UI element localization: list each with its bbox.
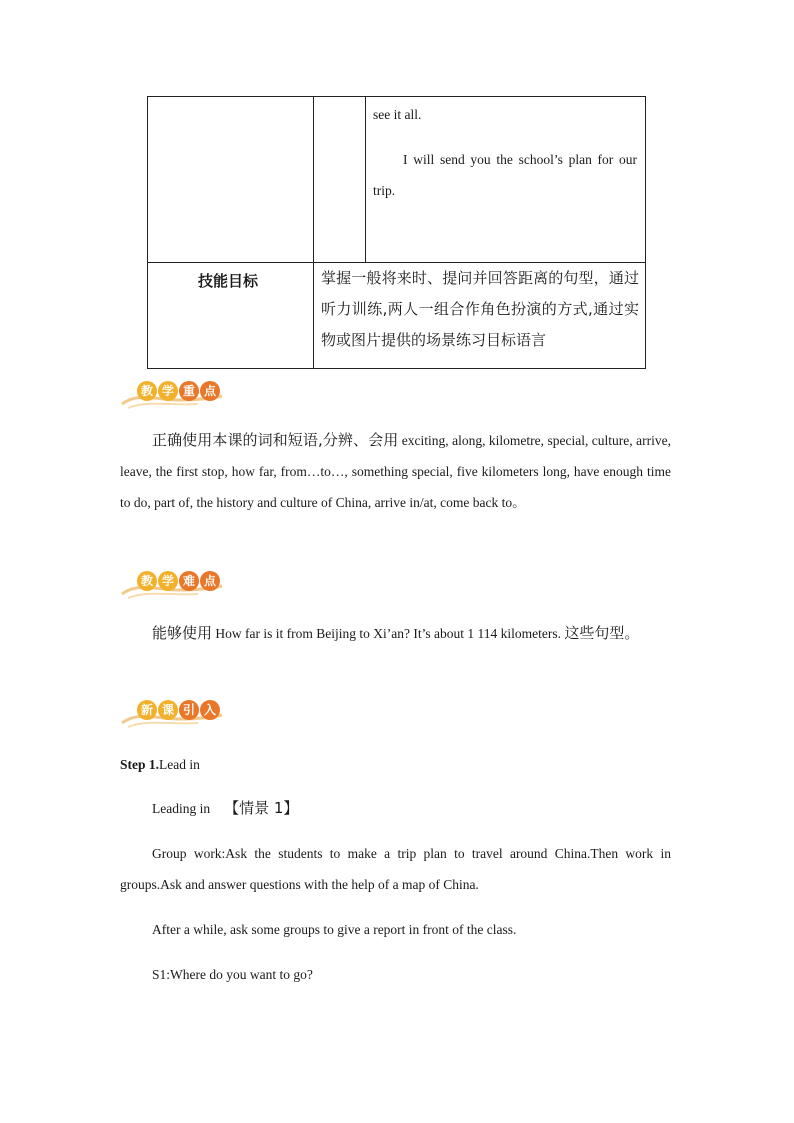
banner-char: 课 bbox=[158, 700, 178, 720]
leading-in-text: Leading in bbox=[152, 801, 211, 816]
step-title: Lead in bbox=[159, 757, 200, 772]
table-divider-1 bbox=[313, 97, 314, 368]
banner-char: 点 bbox=[200, 381, 220, 401]
scene-label: 【情景 1】 bbox=[224, 799, 299, 817]
section-banner-key-points bbox=[118, 378, 228, 412]
banner-char: 难 bbox=[179, 571, 199, 591]
banner-char: 点 bbox=[200, 571, 220, 591]
key-points-cn: 正确使用本课的词和短语,分辨、会用 bbox=[152, 431, 399, 449]
objectives-table bbox=[147, 96, 646, 369]
group-work-paragraph: Group work:Ask the students to make a trip plan to travel around China.Then work in groups.Ask and answer questions with the help of a map of China. bbox=[120, 846, 671, 892]
section-banner-intro bbox=[118, 697, 228, 731]
step-label: Step 1. bbox=[120, 757, 160, 772]
plan-line-2: I will send you the school’s plan for our trip. bbox=[373, 152, 637, 198]
table-divider-2 bbox=[365, 97, 366, 262]
s1-dialogue-line: S1:Where do you want to go? bbox=[152, 967, 313, 982]
leading-in-line bbox=[120, 793, 671, 824]
skill-goal-label: 技能目标 bbox=[198, 272, 259, 290]
banner-char: 学 bbox=[158, 381, 178, 401]
banner-char: 学 bbox=[158, 571, 178, 591]
banner-char: 入 bbox=[200, 700, 220, 720]
section-banner-difficulties bbox=[118, 568, 228, 602]
skill-goal-text: 掌握一般将来时、提问并回答距离的句型，通过听力训练,两人一组合作角色扮演的方式,通过实物或图片提供的场景练习目标语言 bbox=[321, 269, 639, 349]
after-while-paragraph: After a while, ask some groups to give a report in front of the class. bbox=[152, 922, 517, 937]
difficulties-cn-lead: 能够使用 bbox=[152, 624, 213, 642]
difficulties-paragraph bbox=[120, 618, 671, 649]
banner-char: 引 bbox=[179, 700, 199, 720]
difficulties-en: How far is it from Beijing to Xi’an? It’s about 1 114 kilometers. bbox=[212, 626, 565, 641]
plan-text-cell bbox=[373, 99, 637, 206]
banner-char: 教 bbox=[137, 571, 157, 591]
banner-char: 重 bbox=[179, 381, 199, 401]
step-heading bbox=[120, 749, 671, 780]
plan-line-1: see it all. bbox=[373, 107, 422, 122]
key-points-en: exciting, along, kilometre, special, culture, arrive, leave, the first stop, how far, from…to…, something special, five kilometers long, have enough time to do, part of, the history and culture of China, arrive in/at, come back to。 bbox=[120, 433, 671, 510]
difficulties-cn-tail: 这些句型。 bbox=[564, 624, 640, 642]
banner-char: 新 bbox=[137, 700, 157, 720]
key-points-paragraph bbox=[120, 425, 671, 518]
banner-char: 教 bbox=[137, 381, 157, 401]
